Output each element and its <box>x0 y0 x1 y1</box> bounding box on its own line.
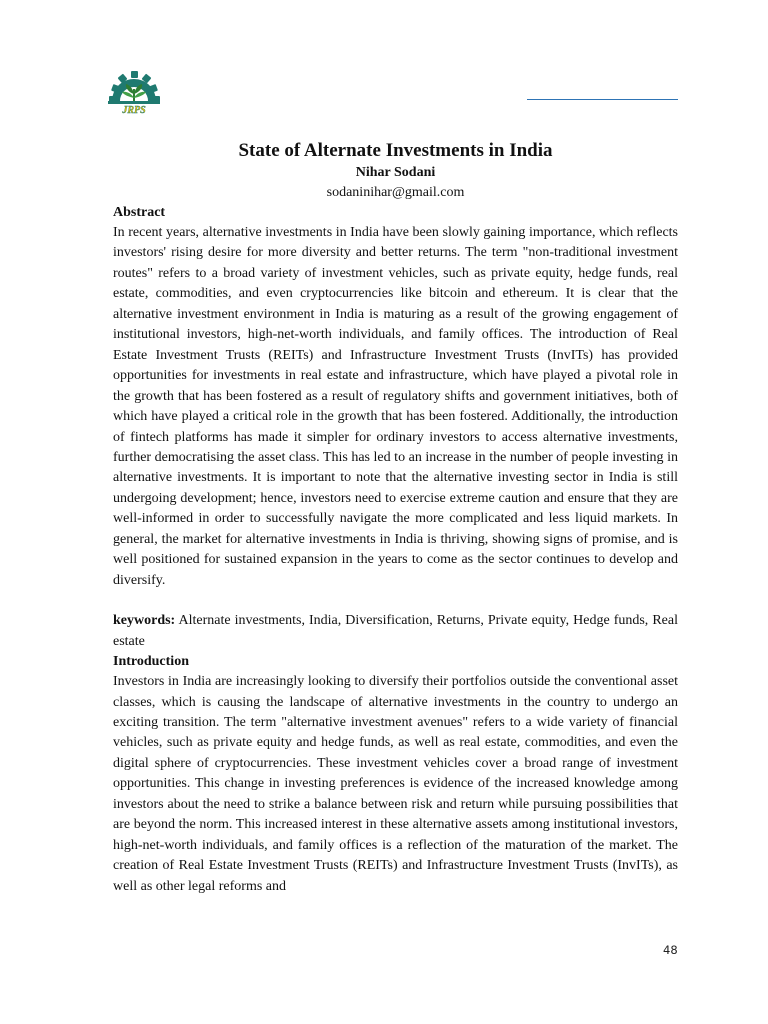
author-email: sodaninihar@gmail.com <box>326 185 465 200</box>
page-number: 48 <box>663 943 678 957</box>
journal-logo <box>104 70 164 114</box>
logo-wordmark: JRPS <box>122 105 146 114</box>
header-rule <box>527 99 678 100</box>
gear-logo-icon <box>104 70 164 114</box>
keywords-text: Alternate investments, India, Diversification, Returns, Private equity, Hedge funds, Real estate <box>113 613 678 649</box>
paper-body <box>113 139 678 897</box>
abstract-text: In recent years, alternative investments in India have been slowly gaining importance, which reflects investors' rising desire for more diversity and better returns. The term "non-traditional investment routes" refers to a broad variety of investment vehicles, such as private equity, hedge funds, real estate, commodities, and even cryptocurrencies like bitcoin and ethereum. It is clear that the alternative investment environment in India is maturing as a result of the growing engagement of institutional investors, high-net-worth individuals, and family offices. The introduction of Real Estate Investment Trusts (REITs) and Infrastructure Investment Trusts (InvITs) has provided opportunities for investments in real estate and infrastructure, which have played a pivotal role in the growth that has been fostered as a result of regulatory shifts and government initiatives, both of which have played a critical role in the growth that has been fostered. Additionally, the introduction of fintech platforms has made it simpler for ordinary investors to access alternative investments, further democratising the asset class. This has led to an increase in the number of people investing in alternative investments. It is important to note that the alternative investing sector in India is still undergoing development; hence, investors need to exercise extreme caution and ensure that they are well-informed in order to successfully navigate the more complicated and less liquid markets. In general, the market for alternative investments in India is thriving, showing signs of promise, and is well positioned for sustained expansion in the years to come as the sector continues to develop and diversify. <box>113 225 678 588</box>
introduction-text: Investors in India are increasingly looking to diversify their portfolios outside the conventional asset classes, which is causing the landscape of alternative investments in the country to undergo an exciting transition. The term "alternative investment avenues" refers to a wide variety of financial vehicles, such as private equity and hedge funds, as well as real estate, commodities, and even the digital sphere of cryptocurrencies. These investment vehicles cover a broad range of investment opportunities. This change in investing preferences is evidence of the increased knowledge among investors about the need to strike a balance between risk and return while pursuing possibilities that are beyond the norm. This increased interest in these alternative assets among institutional investors, high-net-worth individuals, and family offices is a reflection of the maturation of the market. The creation of Real Estate Investment Trusts (REITs) and Infrastructure Investment Trusts (InvITs), as well as other legal reforms and <box>113 674 678 894</box>
keywords-label: keywords: <box>113 613 176 629</box>
paper-title: State of Alternate Investments in India <box>238 140 553 161</box>
keywords-line <box>113 611 678 652</box>
introduction-heading: Introduction <box>113 654 189 670</box>
abstract-heading: Abstract <box>113 205 166 220</box>
author-name: Nihar Sodani <box>355 165 436 180</box>
